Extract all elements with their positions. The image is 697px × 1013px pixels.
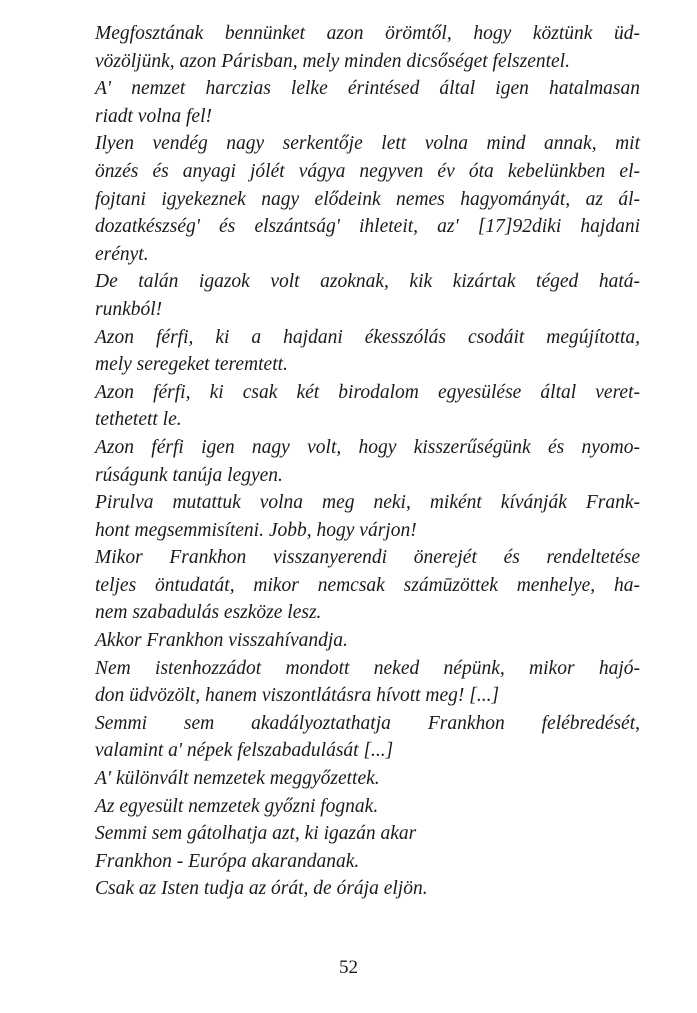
text-line: riadt volna fel!	[95, 105, 212, 127]
text-line: teljes öntudatát, mikor nemcsak számūzöttek menhelye, ha-	[95, 574, 640, 596]
paragraph	[95, 268, 640, 323]
text-line: valamint a' népek felszabadulását [...]	[95, 740, 394, 762]
paragraph	[95, 627, 640, 655]
text-line: Azon férfi, ki csak két birodalom egyesülése által veret-	[95, 381, 640, 403]
text-line: fojtani igyekeznek nagy elődeink nemes hagyományát, az ál-	[95, 188, 640, 210]
text-line: Megfosztának bennünket azon örömtől, hogy köztünk üd-	[95, 23, 640, 44]
page-body	[95, 20, 640, 903]
verse-line: Csak az Isten tudja az órát, de órája eljön.	[95, 878, 428, 900]
text-line: Azon férfi, ki a hajdani ékesszólás csodáit megújította,	[95, 326, 640, 348]
text-line: Akkor Frankhon visszahívandja.	[95, 630, 348, 652]
paragraph	[95, 130, 640, 268]
text-line: mely seregeket teremtett.	[95, 354, 288, 376]
paragraph	[95, 544, 640, 627]
verse-line: Az egyesült nemzetek győzni fognak.	[95, 795, 379, 817]
paragraph	[95, 379, 640, 434]
text-line: hont megsemmisíteni. Jobb, hogy várjon!	[95, 519, 417, 541]
paragraph	[95, 75, 640, 130]
text-line: Azon férfi igen nagy volt, hogy kisszerűségünk és nyomo-	[95, 436, 640, 458]
text-line: Nem istenhozzádot mondott neked népünk, mikor hajó-	[95, 657, 640, 679]
paragraph	[95, 20, 640, 75]
text-line: don üdvözölt, hanem viszontlátásra hívott meg! [...]	[95, 685, 500, 707]
text-line: runkból!	[95, 298, 163, 320]
text-line: önzés és anyagi jólét vágya negyven év óta kebelünkben el-	[95, 160, 640, 182]
text-line: nem szabadulás eszköze lesz.	[95, 602, 322, 624]
text-line: De talán igazok volt azoknak, kik kizártak téged hatá-	[95, 271, 640, 293]
text-line: erényt.	[95, 243, 149, 265]
verse-block	[95, 765, 640, 903]
page-number: 52	[339, 957, 358, 978]
verse-line: Semmi sem gátolhatja azt, ki igazán akar	[95, 823, 417, 845]
text-line: Ilyen vendég nagy serkentője lett volna mind annak, mit	[95, 133, 640, 155]
paragraph	[95, 324, 640, 379]
paragraph	[95, 434, 640, 489]
paragraph	[95, 489, 640, 544]
text-line: Mikor Frankhon visszanyerendi önerejét és rendeltetése	[95, 547, 640, 569]
text-line: Pirulva mutattuk volna meg neki, miként kívánják Frank-	[95, 492, 640, 514]
paragraph	[95, 655, 640, 710]
text-line: dozatkészség' és elszántság' ihleteit, az' [17]92diki hajdani	[95, 216, 640, 238]
text-line: Semmi sem akadályoztathatja Frankhon felébredését,	[95, 712, 640, 734]
text-line: vözöljünk, azon Párisban, mely minden dicsőséget felszentel.	[95, 50, 570, 72]
verse-line: A' különvált nemzetek meggyőzettek.	[95, 768, 380, 790]
paragraph	[95, 710, 640, 765]
text-line: rúságunk tanúja legyen.	[95, 464, 283, 486]
text-line: A' nemzet harczias lelke érintésed által igen hatalmasan	[95, 78, 640, 100]
verse-line: Frankhon - Európa akarandanak.	[95, 850, 360, 872]
text-line: tethetett le.	[95, 409, 182, 431]
